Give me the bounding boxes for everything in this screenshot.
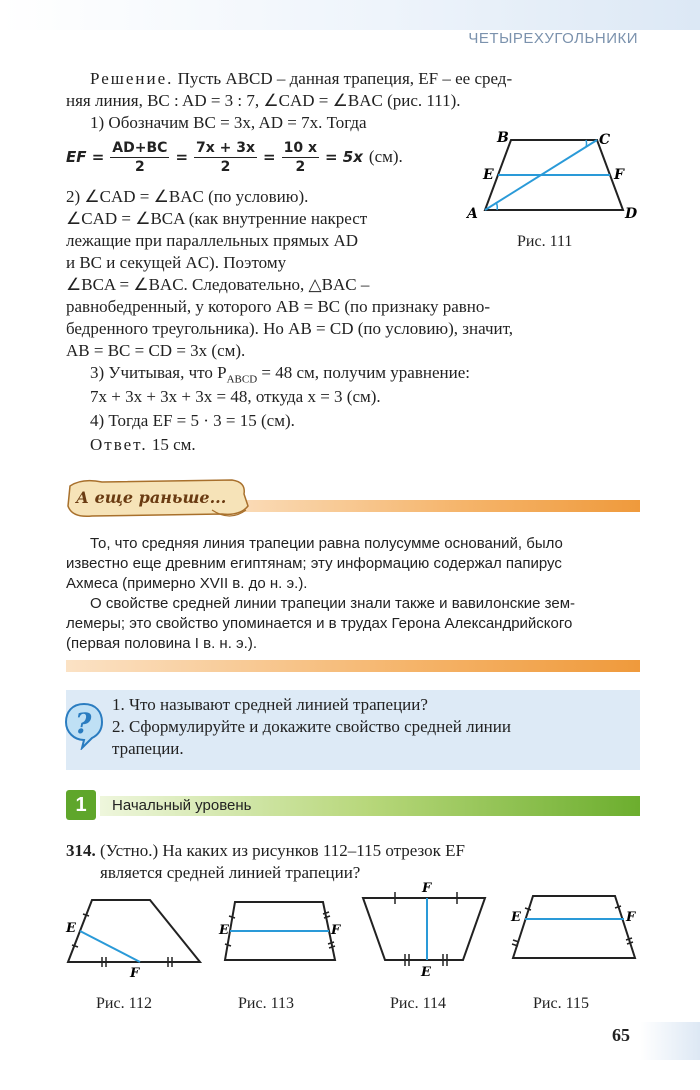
caption-113: Рис. 113 — [238, 995, 294, 1012]
fraction-3: $\frac{10 x}{2}$ — [283, 139, 318, 175]
fig114-f: F — [422, 881, 432, 896]
exercise-number: 314. — [66, 841, 96, 860]
caption-111: Рис. 111 — [517, 233, 573, 250]
exercise-314-line-1: 314. (Устно.) На каких из рисунков 112–115 отрезок EF — [66, 841, 465, 860]
fig112-f: F — [130, 966, 140, 980]
question-2: 2. Сформулируйте и докажите свойство средней линии — [112, 717, 511, 736]
figure-112 — [60, 890, 210, 980]
solution-line-12: AB = BC = CD = 3x (см). — [66, 341, 246, 360]
level-title: Начальный уровень — [112, 797, 252, 814]
fig112-e: E — [66, 921, 76, 936]
figure-114 — [355, 878, 495, 982]
level-number-badge: 1 — [66, 790, 96, 820]
top-band — [0, 0, 700, 30]
solution-line-5: 2) ∠CAD = ∠BAC (по условию). — [66, 187, 309, 206]
fig113-f: F — [331, 923, 341, 938]
solution-line-2: няя линия, BC : AD = 3 : 7, ∠CAD = ∠BAC (рис. 111). — [66, 91, 461, 110]
figure-113 — [215, 892, 345, 972]
solution-line-7: лежащие при параллельных прямых AD — [66, 231, 359, 250]
caption-114: Рис. 114 — [390, 995, 446, 1012]
formula-ef: EF = $\frac{AD+BC}{2}$ = $\frac{7x + 3x}{2}$ = $\frac{10 x}{2}$ = 5x (см). — [66, 139, 403, 175]
fig114-e: E — [421, 965, 431, 980]
answer-value: 15 см. — [151, 435, 196, 454]
fraction-2: $\frac{7x + 3x}{2}$ — [196, 139, 256, 175]
fig115-f: F — [626, 910, 636, 925]
page-number: 65 — [612, 1025, 630, 1045]
label-e: E — [483, 167, 494, 183]
page-number-tab — [640, 1022, 700, 1060]
history-bottom-bar — [66, 660, 640, 672]
label-c: C — [599, 132, 611, 148]
label-d: D — [625, 206, 638, 222]
solution-line-11: бедренного треугольника). Но AB = CD (по условию), значит, — [66, 319, 514, 338]
solution-line-9: ∠BCA = ∠BAC. Следовательно, △BAC – — [66, 275, 370, 294]
solution-label: Решение. — [90, 69, 174, 88]
answer-label: Ответ. — [90, 435, 148, 454]
question-icon — [62, 700, 106, 750]
solution-line-6: ∠CAD = ∠BCA (как внутренние накрест — [66, 209, 368, 228]
running-header: ЧЕТЫРЕХУГОЛЬНИКИ — [468, 30, 638, 47]
solution-line-14: 7x + 3x + 3x + 3x = 48, откуда x = 3 (см). — [90, 387, 381, 406]
question-1: 1. Что называют средней линией трапеции? — [112, 695, 428, 714]
fig115-e: E — [511, 910, 521, 925]
svg-text:?: ? — [75, 707, 92, 740]
caption-115: Рис. 115 — [533, 995, 589, 1012]
solution-line-8: и BC и секущей AC). Поэтому — [66, 253, 287, 272]
history-p1-l3: Ахмеса (примерно XVII в. до н. э.). — [66, 575, 308, 592]
question-2-cont: трапеции. — [112, 739, 184, 758]
history-p1-l2: известно еще древним египтянам; эту информацию содержал папирус — [66, 555, 562, 572]
caption-112: Рис. 112 — [96, 995, 152, 1012]
label-a: A — [467, 206, 478, 222]
solution-line-1: Решение. Пусть ABCD – данная трапеция, EF – ее сред- — [90, 69, 513, 88]
history-p2-l1: О свойстве средней линии трапеции знали также и вавилонские зем- — [90, 595, 576, 612]
answer-line — [90, 434, 196, 456]
history-p2-l3: (первая половина I в. н. э.). — [66, 635, 258, 652]
history-badge-text: А еще раньше... — [76, 488, 227, 507]
history-badge — [62, 476, 252, 520]
exercise-314-line-2: является средней линией трапеции? — [100, 863, 361, 882]
fig113-e: E — [219, 923, 229, 938]
fraction-1: $\frac{AD+BC}{2}$ — [112, 139, 168, 175]
history-p1-l1: То, что средняя линия трапеции равна полусумме оснований, было — [90, 535, 563, 552]
solution-line-15: 4) Тогда EF = 5 · 3 = 15 (см). — [90, 411, 295, 430]
label-f: F — [614, 167, 624, 183]
history-bar — [200, 500, 640, 512]
solution-line-13: 3) Учитывая, что $P_{ABCD} = 48$ см, получим уравнение: — [90, 363, 470, 386]
label-b: B — [497, 130, 509, 146]
solution-line-3: 1) Обозначим BC = 3x, AD = 7x. Тогда — [90, 113, 367, 132]
figure-111 — [455, 128, 645, 228]
solution-line-10: равнобедренный, у которого AB = BC (по признаку равно- — [66, 297, 491, 316]
history-p2-l2: лемеры; это свойство упоминается и в трудах Герона Александрийского — [66, 615, 573, 632]
figure-115 — [505, 890, 645, 970]
